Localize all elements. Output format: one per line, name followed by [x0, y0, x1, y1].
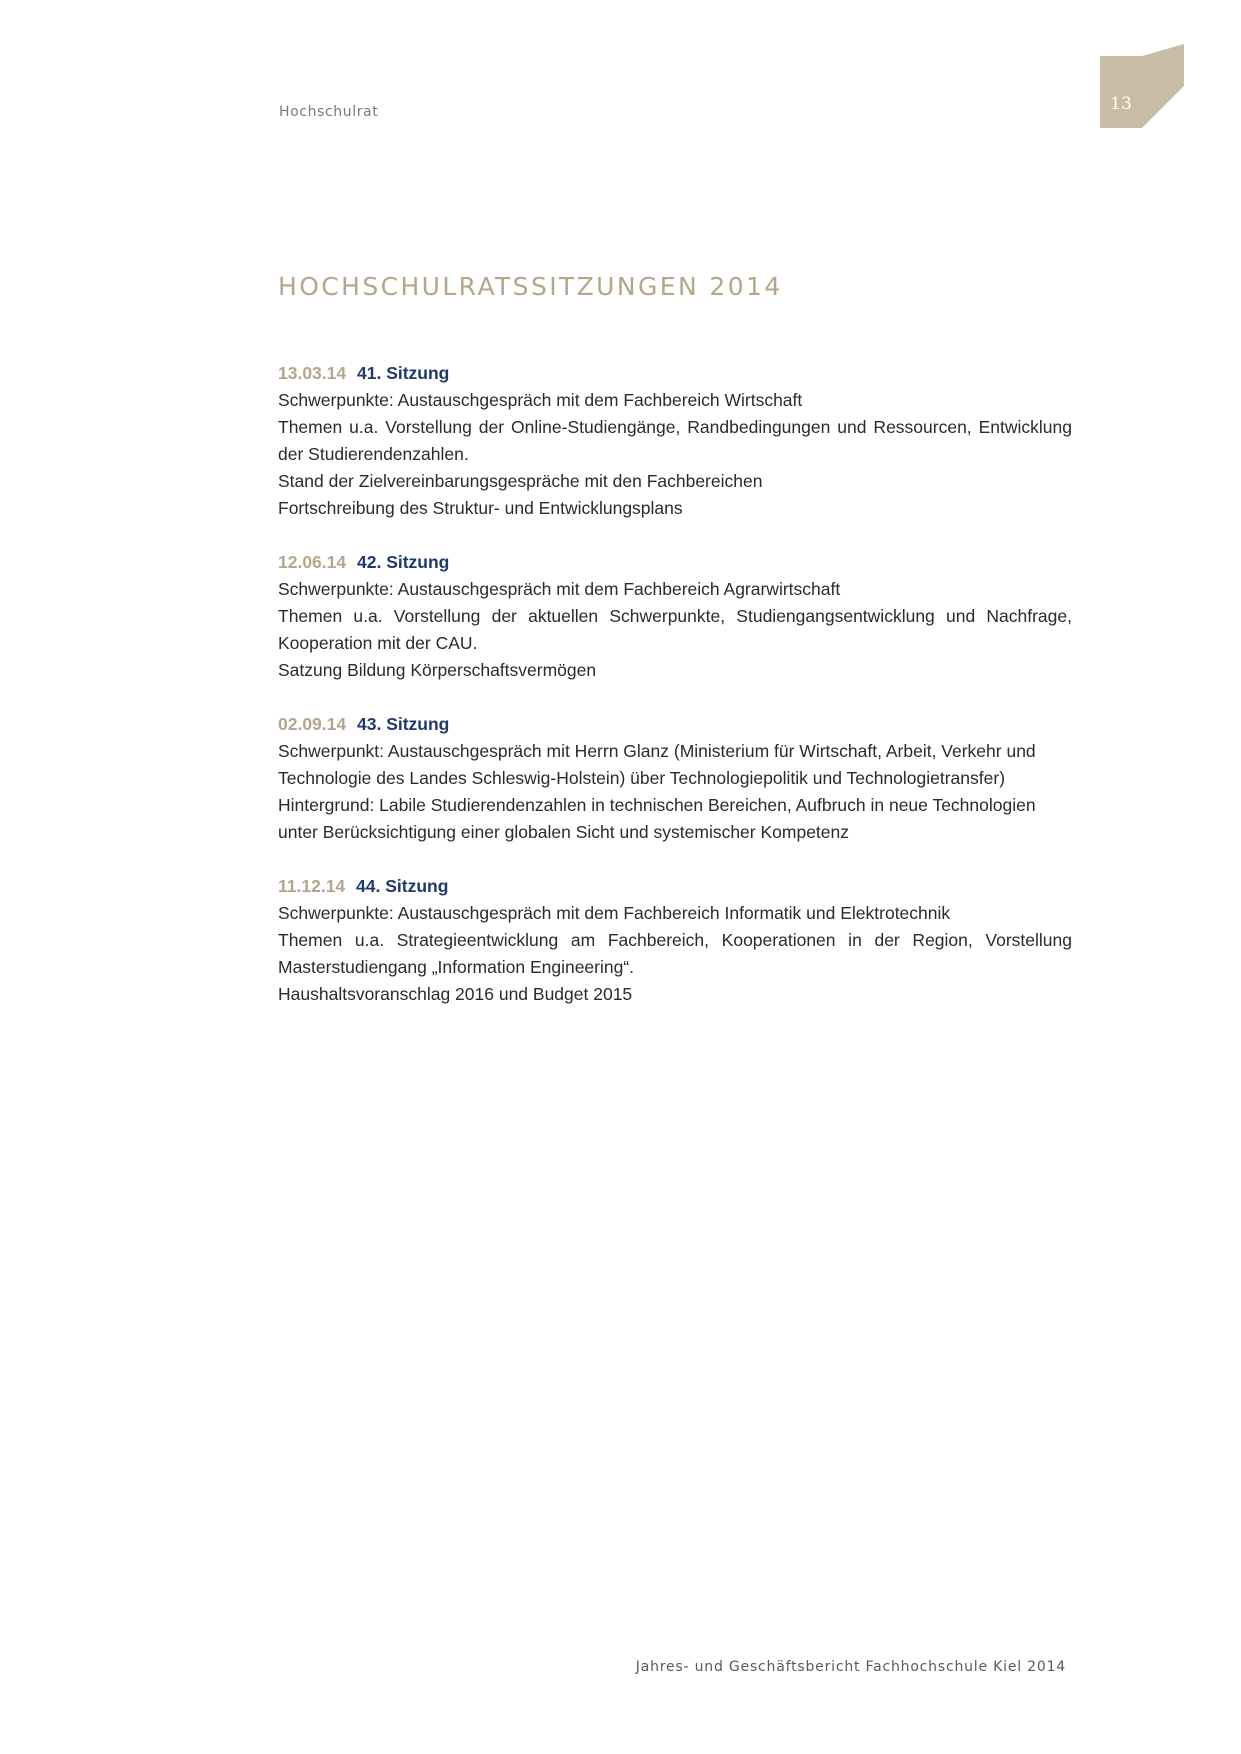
meeting-entry: [278, 711, 1072, 846]
meeting-title: 42. Sitzung: [357, 552, 450, 572]
page-corner-tab: [1100, 44, 1184, 128]
running-head: Hochschulrat: [279, 104, 379, 120]
meeting-line: Stand der Zielvereinbarungsgespräche mit den Fachbereichen: [278, 471, 763, 491]
meeting-line: Themen u.a. Vorstellung der Online-Studiengänge, Randbedingungen und Ressourcen, Entwicklung der Studierendenzahlen.: [278, 417, 1072, 464]
meeting-line: Themen u.a. Strategieentwicklung am Fachbereich, Kooperationen in der Region, Vorstellung Masterstudiengang „Information Engineering“.: [278, 930, 1072, 977]
meeting-entry: [278, 360, 1072, 522]
meeting-list: [278, 360, 1072, 1035]
meeting-heading: [278, 360, 1072, 387]
meeting-heading: [278, 873, 1072, 900]
meeting-title: 44. Sitzung: [356, 876, 449, 896]
meeting-line: Themen u.a. Vorstellung der aktuellen Schwerpunkte, Studiengangsentwicklung und Nachfrage, Kooperation mit der CAU.: [278, 606, 1072, 653]
meeting-line: Schwerpunkt: Austauschgespräch mit Herrn Glanz (Ministerium für Wirtschaft, Arbeit, Verkehr und Technologie des Landes Schleswig-Holstein) über Technologiepolitik und Technologietransfer): [278, 741, 1036, 788]
page-footer: Jahres- und Geschäftsbericht Fachhochschule Kiel 2014: [635, 1659, 1066, 1675]
page-corner-shape: [1100, 44, 1184, 128]
meeting-date: 13.03.14: [278, 363, 347, 383]
meeting-line: Schwerpunkte: Austauschgespräch mit dem Fachbereich Agrarwirtschaft: [278, 579, 841, 599]
meeting-date: 12.06.14: [278, 552, 347, 572]
meeting-entry: [278, 873, 1072, 1008]
meeting-title: 41. Sitzung: [357, 363, 450, 383]
meeting-date: 11.12.14: [278, 876, 346, 896]
page-number: 13: [1110, 94, 1132, 114]
page-title: HOCHSCHULRATSSITZUNGEN 2014: [278, 272, 783, 301]
meeting-line: Schwerpunkte: Austauschgespräch mit dem Fachbereich Informatik und Elektrotechnik: [278, 903, 951, 923]
meeting-date: 02.09.14: [278, 714, 347, 734]
meeting-line: Fortschreibung des Struktur- und Entwicklungsplans: [278, 498, 683, 518]
meeting-line: Hintergrund: Labile Studierendenzahlen in technischen Bereichen, Aufbruch in neue Technologien unter Berücksichtigung einer globalen Sicht und systemischer Kompetenz: [278, 795, 1036, 842]
meeting-line: Haushaltsvoranschlag 2016 und Budget 2015: [278, 984, 633, 1004]
meeting-line: Schwerpunkte: Austauschgespräch mit dem Fachbereich Wirtschaft: [278, 390, 803, 410]
meeting-title: 43. Sitzung: [357, 714, 450, 734]
meeting-heading: [278, 549, 1072, 576]
meeting-heading: [278, 711, 1072, 738]
meeting-line: Satzung Bildung Körperschaftsvermögen: [278, 660, 597, 680]
meeting-entry: [278, 549, 1072, 684]
